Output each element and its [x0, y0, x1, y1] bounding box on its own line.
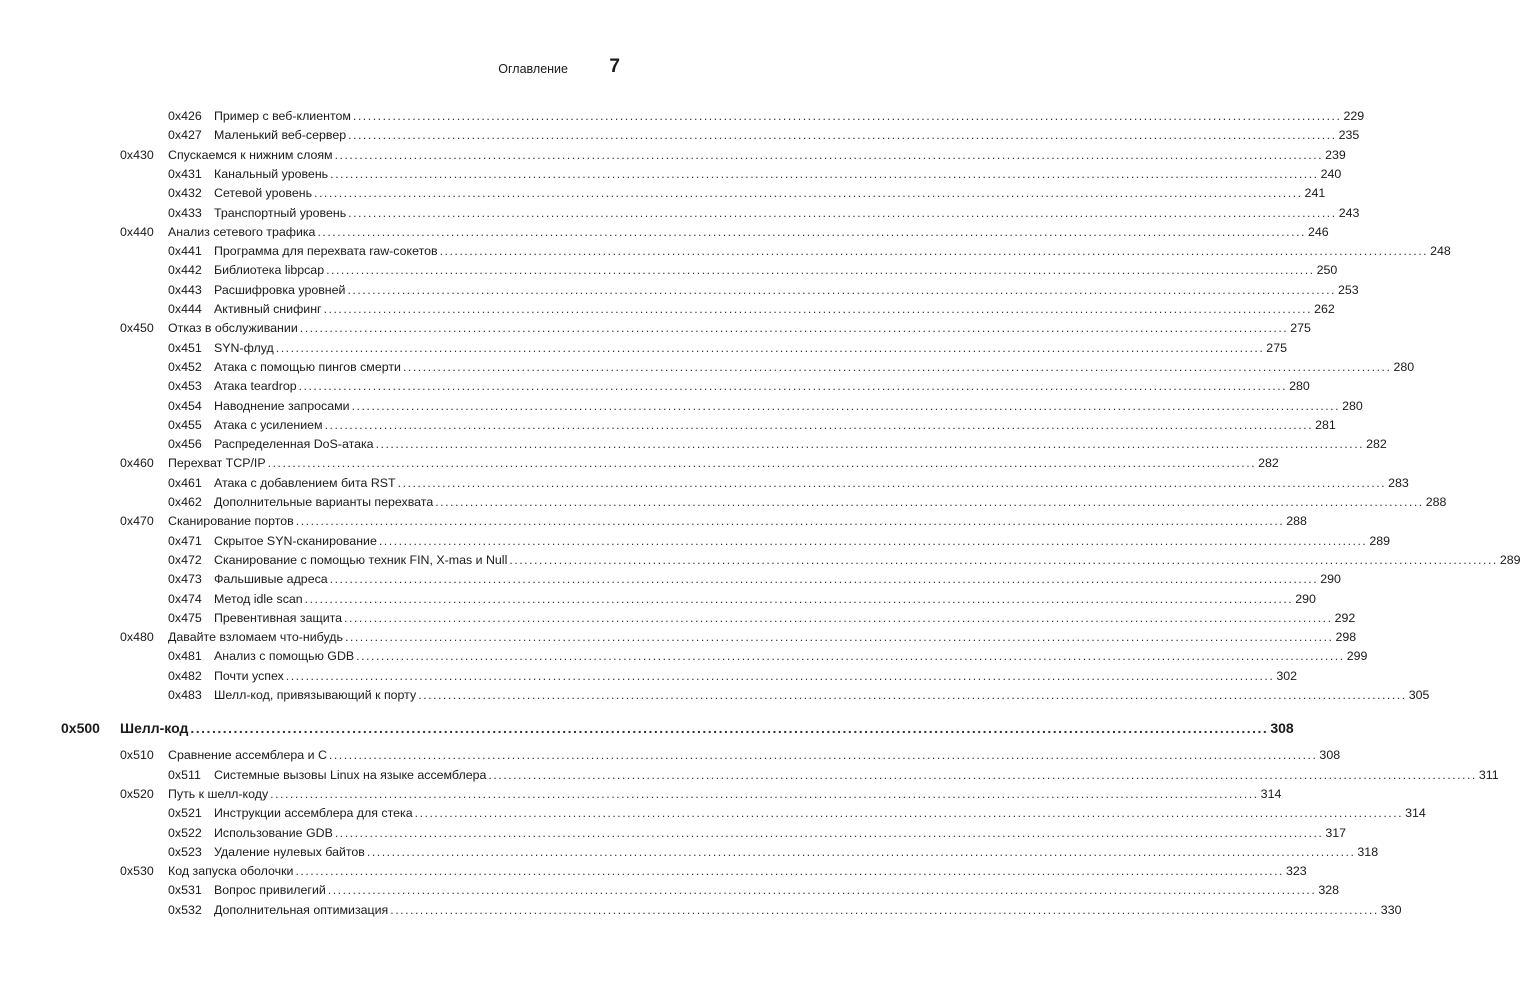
toc-entry-title: Давайте взломаем что-нибудь [168, 630, 343, 645]
toc-entry-page: 241 [1304, 186, 1326, 201]
toc-entry [0, 512, 1307, 531]
toc-entry-leader-line [214, 686, 1430, 705]
toc-entry-number: 0x530 [120, 864, 154, 879]
toc-entry-page: 229 [1343, 109, 1365, 123]
toc-entry-leader-line [214, 126, 1360, 145]
toc-entry-title: Сканирование с помощью техник FIN, X-mas и Null [214, 552, 508, 567]
toc-entry-title: Атака с усилением [214, 417, 323, 432]
toc-entry-page: 330 [1380, 902, 1402, 917]
toc-entry-page: 314 [1405, 806, 1426, 821]
toc-entry [0, 862, 1307, 881]
toc-entry-leader-line [168, 785, 1282, 804]
toc-entry-title: Пример с веб-клиентом [214, 109, 351, 123]
toc-entry-leader-line [168, 862, 1307, 881]
toc-entry-leader-line [168, 512, 1307, 531]
toc-entry-leader-line [214, 609, 1356, 628]
dot-leader: ........................................................................................................................................................................................................ [295, 864, 1284, 879]
toc-entry-leader-line [214, 397, 1363, 416]
toc-entry-title: Канальный уровень [214, 166, 329, 181]
toc-entry-leader-line [214, 358, 1415, 377]
toc-entry-page: 314 [1260, 786, 1282, 801]
toc-entry-number: 0x473 [168, 572, 202, 587]
toc-entry-title: Анализ с помощью GDB [214, 649, 355, 664]
toc-entry-leader-line [214, 843, 1379, 862]
toc-entry-page: 253 [1337, 282, 1359, 297]
toc-entry-title: Дополнительные варианты перехвата [214, 495, 434, 509]
toc-entry-leader-line [214, 667, 1297, 686]
toc-entry-page: 281 [1315, 417, 1336, 432]
toc-entry-title: Системные вызовы Linux на языке ассемблера [214, 767, 487, 782]
toc-entry [0, 377, 1310, 396]
toc-entry-page: 288 [1286, 514, 1307, 529]
dot-leader: ........................................................................................................................................................................................................ [330, 166, 1319, 181]
toc-entry-title: Библиотека libpcap [214, 263, 325, 278]
toc-entry [0, 667, 1297, 686]
dot-leader: ........................................................................................................................................................................................................ [334, 825, 1324, 840]
toc-entry [0, 300, 1335, 319]
toc-entry-number: 0x443 [168, 282, 202, 297]
toc-entry-title: Программа для перехвата raw-сокетов [214, 244, 438, 259]
toc-entry [0, 204, 1360, 223]
toc-entry-number: 0x430 [120, 147, 154, 162]
toc-entry-leader-line [168, 319, 1311, 338]
toc-entry-number: 0x442 [168, 263, 202, 278]
toc-entry-title: Вопрос привилегий [214, 883, 326, 898]
toc-entry-page: 246 [1307, 224, 1329, 239]
toc-entry [0, 766, 1499, 785]
dot-leader: ........................................................................................................................................................................................................ [295, 514, 1285, 529]
toc-entry [0, 454, 1279, 473]
toc-entry-title: Удаление нулевых байтов [214, 844, 365, 859]
toc-entry-number: 0x456 [168, 437, 202, 452]
dot-leader: ........................................................................................................................................................................................................ [435, 495, 1424, 509]
dot-leader: ........................................................................................................................................................................................................ [326, 263, 1315, 278]
toc-entry-number: 0x531 [168, 883, 202, 898]
toc-entry-title: Атака с добавлением бита RST [214, 475, 396, 490]
toc-entry-title: Сканирование портов [168, 514, 294, 529]
toc-entry-title: Перехват TCP/IP [168, 456, 266, 471]
toc-entry-leader-line [214, 570, 1341, 589]
toc-entry-number: 0x480 [120, 630, 154, 645]
toc-entry-page: 311 [1478, 767, 1499, 782]
toc-entry-title: Метод idle scan [214, 591, 303, 606]
toc-entry-leader-line [214, 184, 1326, 203]
toc-entry-leader-line [214, 590, 1316, 609]
toc-entry-page: 308 [1319, 748, 1341, 763]
toc-entry-title: SYN-флуд [214, 340, 274, 355]
toc-entry-number: 0x520 [120, 786, 154, 801]
toc-entry-page: 305 [1408, 688, 1430, 702]
toc-entry [0, 319, 1311, 338]
toc-entry-title: Активный снифинг [214, 302, 322, 316]
dot-leader: ........................................................................................................................................................................................................ [402, 359, 1392, 374]
toc-entry [0, 647, 1368, 666]
toc-entry-leader-line [214, 339, 1287, 358]
toc-entry [0, 126, 1360, 145]
toc-entry-page: 280 [1289, 379, 1310, 394]
toc-entry [0, 358, 1415, 377]
toc-entry [0, 590, 1316, 609]
toc-entry-leader-line [168, 628, 1357, 647]
toc-entry-page: 239 [1325, 147, 1346, 162]
toc-entry-number: 0x475 [168, 610, 202, 625]
toc-entry-leader-line [168, 146, 1346, 165]
toc-entry [0, 146, 1346, 165]
dot-leader: ........................................................................................................................................................................................................ [347, 282, 1336, 297]
toc-entry-number: 0x461 [168, 475, 202, 490]
dot-leader: ........................................................................................................................................................................................................ [298, 379, 1288, 394]
toc-entry-leader-line [168, 746, 1341, 765]
toc-entry-leader-line [214, 281, 1359, 300]
dot-leader: ........................................................................................................................................................................................................ [351, 398, 1341, 413]
toc-entry-title: Фальшивые адреса [214, 572, 328, 587]
toc-entry-title: Превентивная защита [214, 610, 343, 625]
toc-entry-leader-line [214, 493, 1447, 512]
toc-entry-number: 0x462 [168, 495, 202, 509]
dot-leader: ........................................................................................................................................................................................................ [270, 786, 1259, 801]
toc-entry-leader-line [214, 377, 1310, 396]
toc-entry-page: 248 [1430, 244, 1451, 259]
toc-entry [0, 843, 1379, 862]
toc-entry-page: 280 [1342, 398, 1363, 413]
toc-entry-number: 0x521 [168, 806, 202, 821]
dot-leader: ........................................................................................................................................................................................................ [397, 475, 1387, 490]
toc-entry-page: 289 [1369, 533, 1391, 548]
toc-entry-leader-line [214, 204, 1360, 223]
toc-entry-number: 0x453 [168, 379, 202, 394]
dot-leader: ........................................................................................................................................................................................................ [267, 456, 1257, 471]
dot-leader: ........................................................................................................................................................................................................ [304, 591, 1294, 606]
toc-entry-number: 0x522 [168, 825, 202, 840]
toc-entry-number: 0x444 [168, 302, 202, 316]
toc-entry [0, 716, 1294, 740]
toc-entry-leader-line [214, 474, 1409, 493]
dot-leader: ........................................................................................................................................................................................................ [275, 340, 1265, 355]
toc-entry-number: 0x483 [168, 688, 202, 702]
page-number: 7 [609, 56, 620, 77]
toc-entry-title: Транспортный уровень [214, 205, 347, 220]
toc-entry-leader-line [214, 804, 1426, 823]
toc-entry [0, 165, 1342, 184]
dot-leader: ........................................................................................................................................................................................................ [356, 649, 1345, 664]
toc-entry [0, 881, 1339, 900]
toc-entry [0, 824, 1347, 843]
toc-entry-leader-line [214, 435, 1387, 454]
dot-leader: ........................................................................................................................................................................................................ [390, 902, 1379, 917]
toc-entry-page: 250 [1316, 263, 1338, 278]
toc-entry [0, 223, 1329, 242]
dot-leader: ........................................................................................................................................................................................................ [348, 205, 1337, 220]
toc-entry-page: 280 [1393, 359, 1415, 374]
toc-entry [0, 107, 1365, 126]
toc-entry-page: 290 [1320, 572, 1341, 587]
dot-leader: ........................................................................................................................................................................................................ [352, 109, 1342, 123]
dot-leader: ........................................................................................................................................................................................................ [327, 883, 1317, 898]
toc-entry [0, 339, 1287, 358]
toc-entry-number: 0x427 [168, 128, 202, 143]
toc-entry-leader-line [214, 551, 1521, 570]
toc-entry-leader-line [214, 300, 1335, 319]
toc-entry-title: Дополнительная оптимизация [214, 902, 389, 917]
toc-entry-page: 235 [1338, 128, 1360, 143]
toc-entry-title: Шелл-код [120, 720, 189, 737]
toc-entry-number: 0x482 [168, 668, 202, 683]
toc-entry [0, 281, 1359, 300]
toc-entry-number: 0x440 [120, 224, 154, 239]
toc-entry-title: Атака с помощью пингов смерти [214, 359, 401, 374]
toc-entry [0, 435, 1387, 454]
toc-entry-number: 0x470 [120, 514, 154, 529]
toc-entry-page: 275 [1290, 321, 1311, 336]
toc-entry-page: 328 [1318, 883, 1339, 898]
dot-leader: ........................................................................................................................................................................................................ [323, 302, 1313, 316]
toc-entry-page: 290 [1295, 591, 1316, 606]
dot-leader: ........................................................................................................................................................................................................ [378, 533, 1368, 548]
toc-entry-number: 0x460 [120, 456, 154, 471]
toc-entry-page: 298 [1335, 630, 1357, 645]
toc-entry-leader-line [214, 532, 1391, 551]
toc-entry-leader-line [214, 647, 1368, 666]
toc-entry-leader-line [214, 242, 1451, 261]
toc-entry-number: 0x431 [168, 166, 202, 181]
toc-entry-page: 283 [1388, 475, 1409, 490]
toc-entry-page: 292 [1334, 610, 1356, 625]
toc-entry-leader-line [214, 261, 1338, 280]
dot-leader: ........................................................................................................................................................................................................ [414, 806, 1404, 821]
toc-entry [0, 493, 1447, 512]
toc-entry [0, 628, 1357, 647]
dot-leader: ........................................................................................................................................................................................................ [344, 610, 1333, 625]
dot-leader: ........................................................................................................................................................................................................ [488, 767, 1477, 782]
toc-entry [0, 551, 1521, 570]
dot-leader: ........................................................................................................................................................................................................ [328, 748, 1318, 763]
dot-leader: ........................................................................................................................................................................................................ [418, 688, 1407, 702]
toc-entry-title: Почти успех [214, 668, 284, 683]
dot-leader: ........................................................................................................................................................................................................ [324, 417, 1314, 432]
toc-entry-number: 0x451 [168, 340, 202, 355]
toc-entry-title: Использование GDB [214, 825, 333, 840]
toc-entry [0, 397, 1363, 416]
toc-entry-number: 0x455 [168, 417, 202, 432]
dot-leader: ........................................................................................................................................................................................................ [366, 844, 1356, 859]
toc-entry-page: 299 [1346, 649, 1368, 664]
toc-entry-title: Наводнение запросами [214, 398, 350, 413]
toc-entry-page: 243 [1338, 205, 1360, 220]
toc-entry-leader-line [214, 165, 1342, 184]
toc-entry-title: Скрытое SYN-сканирование [214, 533, 377, 548]
toc-entry-title: Сравнение ассемблера и C [168, 748, 327, 763]
toc-entry-page: 262 [1314, 302, 1335, 316]
toc-entry-leader-line [168, 454, 1279, 473]
toc-entry-page: 317 [1325, 825, 1347, 840]
toc-entry-leader-line [214, 416, 1336, 435]
toc-entry-leader-line [120, 716, 1294, 740]
toc-entry-title: Отказ в обслуживании [168, 321, 298, 336]
toc-entry-title: Анализ сетевого трафика [168, 224, 316, 239]
toc-entry-page: 308 [1270, 720, 1294, 737]
toc-entry [0, 416, 1336, 435]
header-title: Оглавление [498, 62, 568, 76]
toc-entry [0, 242, 1451, 261]
toc-entry-title: Код запуска оболочки [168, 864, 294, 879]
toc-entry [0, 804, 1426, 823]
toc-entry [0, 746, 1341, 765]
toc-entry-leader-line [168, 223, 1329, 242]
dot-leader: ........................................................................................................................................................................................................ [334, 147, 1324, 162]
toc-entry-number: 0x433 [168, 205, 202, 220]
dot-leader: ........................................................................................................................................................................................................ [329, 572, 1319, 587]
toc-entry-number: 0x511 [168, 767, 201, 782]
toc-entry [0, 532, 1391, 551]
toc-entry-page: 282 [1366, 437, 1387, 452]
toc-entry-number: 0x450 [120, 321, 154, 336]
toc-entry-number: 0x500 [61, 720, 100, 737]
toc-entry-title: Сетевой уровень [214, 186, 313, 201]
toc-entry-number: 0x452 [168, 359, 202, 374]
dot-leader: ........................................................................................................................................................................................................ [285, 668, 1275, 683]
toc-entry-leader-line [214, 824, 1347, 843]
toc-entry-number: 0x454 [168, 398, 202, 413]
toc-entry-number: 0x471 [168, 533, 202, 548]
dot-leader: ........................................................................................................................................................................................................ [190, 720, 1269, 737]
dot-leader: ........................................................................................................................................................................................................ [509, 552, 1498, 567]
toc-entry-number: 0x472 [168, 552, 202, 567]
toc-entry [0, 474, 1409, 493]
toc-entry [0, 184, 1326, 203]
toc-entry [0, 570, 1341, 589]
toc-entry-page: 302 [1276, 668, 1297, 683]
toc-entry-leader-line [214, 766, 1499, 785]
dot-leader: ........................................................................................................................................................................................................ [317, 224, 1306, 239]
toc-entry [0, 785, 1282, 804]
toc-entry [0, 686, 1430, 705]
toc-entry-page: 288 [1425, 495, 1447, 509]
toc-entry-leader-line [214, 881, 1339, 900]
toc-entry-title: Шелл-код, привязывающий к порту [214, 688, 417, 702]
toc-entry-leader-line [214, 107, 1365, 126]
toc-entry-page: 240 [1320, 166, 1342, 181]
toc-entry-number: 0x510 [120, 748, 154, 763]
toc-entry-number: 0x432 [168, 186, 202, 201]
toc-entry-number: 0x481 [168, 649, 202, 664]
toc-entry [0, 261, 1338, 280]
dot-leader: ........................................................................................................................................................................................................ [375, 437, 1365, 452]
dot-leader: ........................................................................................................................................................................................................ [314, 186, 1303, 201]
toc-entry-title: Атака teardrop [214, 379, 297, 394]
toc-entry-page: 323 [1285, 864, 1307, 879]
toc-entry [0, 609, 1356, 628]
dot-leader: ........................................................................................................................................................................................................ [348, 128, 1337, 143]
toc-entry-page: 289 [1499, 552, 1521, 567]
toc-entry-number: 0x523 [168, 844, 202, 859]
dot-leader: ........................................................................................................................................................................................................ [344, 630, 1334, 645]
dot-leader: ........................................................................................................................................................................................................ [299, 321, 1289, 336]
toc-entry-title: Маленький веб-сервер [214, 128, 347, 143]
dot-leader: ........................................................................................................................................................................................................ [439, 244, 1429, 259]
toc-entry-leader-line [214, 901, 1402, 920]
toc-entry-page: 318 [1357, 844, 1379, 859]
toc-entry-number: 0x532 [168, 902, 202, 917]
toc-entry-title: Спускаемся к нижним слоям [168, 147, 333, 162]
toc-entry-number: 0x441 [168, 244, 202, 259]
toc-entry-number: 0x426 [168, 109, 202, 123]
toc-entry-number: 0x474 [168, 591, 202, 606]
toc-entry-title: Расшифровка уровней [214, 282, 346, 297]
toc-entry-title: Распределенная DoS-атака [214, 437, 374, 452]
toc-entry-page: 275 [1266, 340, 1287, 355]
toc-entry [0, 901, 1402, 920]
toc-entry-title: Инструкции ассемблера для стека [214, 806, 413, 821]
toc-entry-page: 282 [1258, 456, 1279, 471]
toc-entry-title: Путь к шелл-коду [168, 786, 269, 801]
